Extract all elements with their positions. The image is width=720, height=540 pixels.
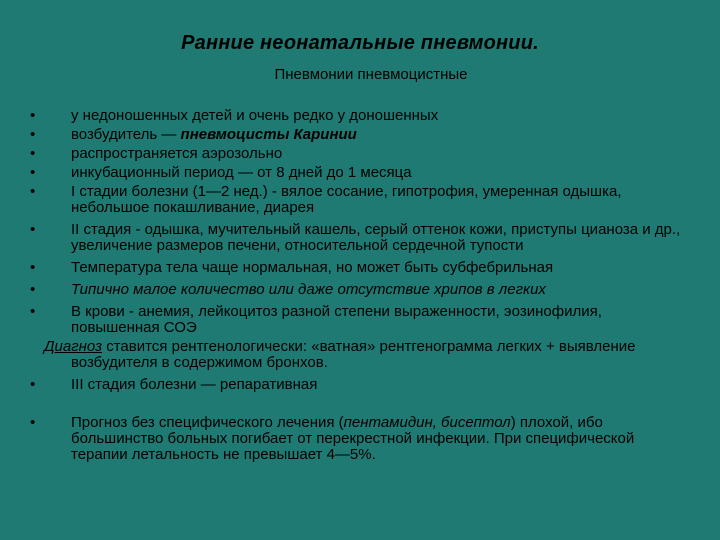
item-text: I стадии болезни (1—2 нед.) - вялое сосание, гипотрофия, умеренная одышка, небольшое покашливание, диарея — [71, 183, 622, 216]
bullet-icon: • — [30, 259, 36, 276]
list-item — [28, 165, 688, 181]
item-text: распространяется аэрозольно — [71, 145, 283, 162]
bullet-icon: • — [30, 221, 36, 238]
list-item — [28, 184, 688, 216]
prognosis-drugs: пентамидин, бисептол — [343, 414, 511, 431]
prognosis-text-2: ) плохой, ибо большинство больных погибает от перекрестной инфекции. При специфической терапии летальность не превышает 4—5%. — [71, 414, 635, 463]
bullet-icon: • — [30, 164, 36, 181]
item-text: инкубационный период — от 8 дней до 1 месяца — [71, 164, 412, 181]
bullet-icon: • — [30, 183, 36, 200]
bullet-icon: • — [30, 107, 36, 124]
bullet-icon: • — [30, 281, 36, 298]
item-text: возбудитель — — [71, 126, 181, 143]
slide-title: Ранние неонатальные пневмонии. — [181, 32, 539, 54]
list-item — [28, 260, 688, 276]
diagnosis-text: ставится рентгенологически: «ватная» рентгенограмма легких + выявление возбудителя в содержимом бронхов. — [71, 338, 636, 371]
bullet-icon: • — [30, 414, 36, 431]
bullet-icon: • — [30, 126, 36, 143]
diagnosis-paragraph — [28, 339, 688, 371]
prognosis-text-1: Прогноз без специфического лечения ( — [71, 414, 344, 431]
item-text-italic: Типично малое количество или даже отсутствие хрипов в легких — [71, 281, 546, 298]
list-item — [28, 222, 688, 254]
slide-subtitle: Пневмонии пневмоцистные — [274, 66, 468, 83]
item-text: у недоношенных детей и очень редко у доношенных — [71, 107, 439, 124]
list-item — [28, 304, 688, 336]
list-item — [28, 108, 688, 124]
item-text: В крови - анемия, лейкоцитоз разной степени выраженности, эозинофилия, повышенная СОЭ — [71, 303, 602, 336]
list-item — [28, 146, 688, 162]
list-item — [28, 282, 688, 298]
item-text: Температура тела чаще нормальная, но может быть субфебрильная — [71, 259, 554, 276]
bullet-icon: • — [30, 303, 36, 320]
item-emphasis: пневмоцисты Каринии — [180, 126, 357, 143]
item-text: II стадия - одышка, мучительный кашель, серый оттенок кожи, приступы цианоза и др., увеличение размеров печени, относительной сердечной тупости — [71, 221, 681, 254]
bullet-icon: • — [30, 376, 36, 393]
prognosis-item — [28, 415, 688, 463]
list-item — [28, 127, 688, 143]
diagnosis-label: Диагноз — [44, 338, 103, 355]
item-text: III стадия болезни — репаративная — [71, 376, 318, 393]
bullet-list — [28, 108, 688, 466]
bullet-icon: • — [30, 145, 36, 162]
list-item — [28, 377, 688, 393]
